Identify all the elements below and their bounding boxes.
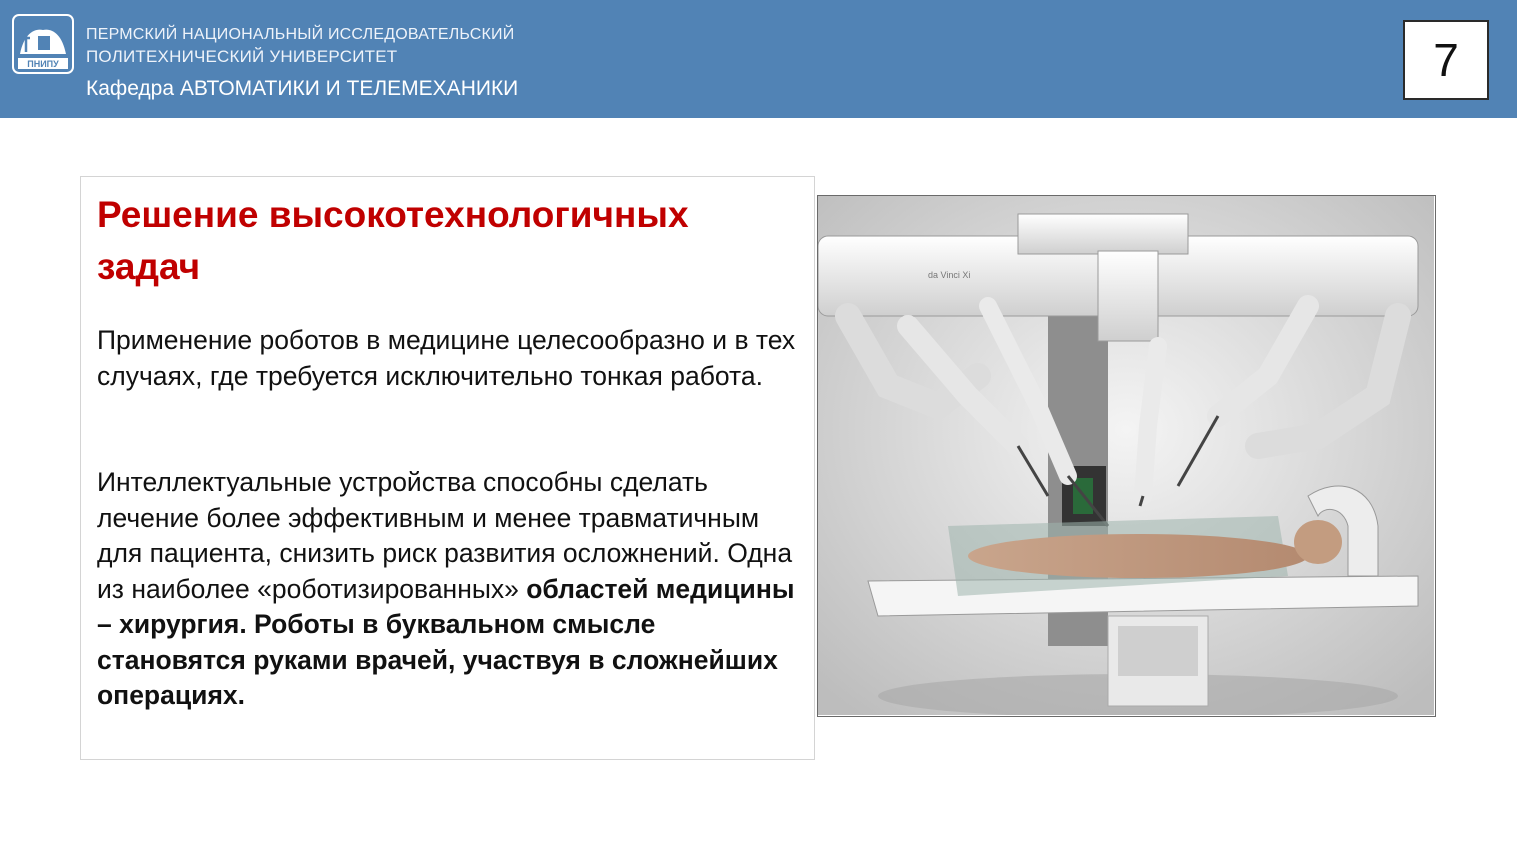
page-number: 7	[1403, 20, 1489, 100]
university-name	[86, 24, 514, 68]
paragraph-2-bold: областей медицины – хирургия. Роботы в буквальном смысле становятся руками врачей, участвуя в сложнейших операциях.	[97, 573, 795, 710]
slide-title: Решение высокотехнологичных задач	[97, 194, 689, 287]
logo-text: ПНИПУ	[27, 59, 59, 69]
university-logo	[12, 14, 74, 74]
surgical-robot-illustration	[818, 196, 1434, 715]
svg-text:da Vinci Xi: da Vinci Xi	[928, 270, 971, 280]
paragraph-2-regular: Интеллектуальные устройства способны сделать лечение более эффективным и менее травматичным для пациента, снизить риск развития осложнений. Одна из наиболее «роботизированных»	[97, 467, 793, 604]
text-box	[80, 176, 815, 760]
department-name: Кафедра АВТОМАТИКИ И ТЕЛЕМЕХАНИКИ	[86, 77, 519, 100]
surgical-robot-photo	[817, 195, 1436, 717]
university-line1: ПЕРМСКИЙ НАЦИОНАЛЬНЫЙ ИССЛЕДОВАТЕЛЬСКИЙ	[86, 26, 515, 43]
university-line2: ПОЛИТЕХНИЧЕСКИЙ УНИВЕРСИТЕТ	[86, 47, 398, 66]
paragraph-2	[97, 465, 797, 714]
paragraph-1: Применение роботов в медицине целесообразно и в тех случаях, где требуется исключительно тонкая работа.	[97, 325, 796, 391]
header-bar	[0, 0, 1517, 118]
